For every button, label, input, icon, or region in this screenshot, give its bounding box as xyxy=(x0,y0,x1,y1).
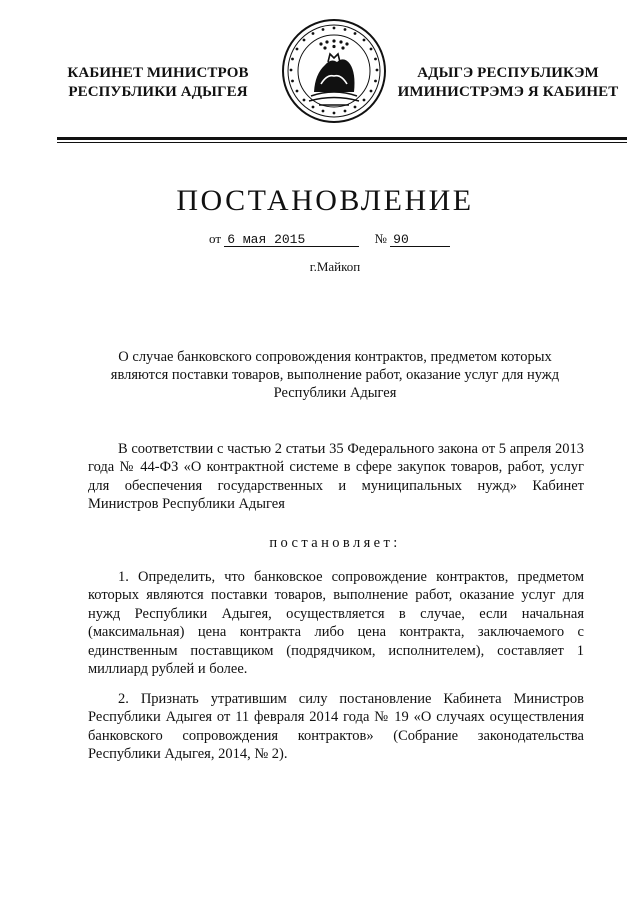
clause-2-text: 2. Признать утратившим силу постановление Кабинета Министров Республики Адыгея от 11 февраля 2014 года № 19 «О случаях осуществления банковского сопровождения контрактов» (Собрание законодательства Республики Адыгея, 2014, № 2). xyxy=(88,691,584,763)
clause-1-text: 1. Определить, что банковское сопровождение контрактов, предметом которых являются поставки товаров, выполнение работ, оказание услуг для нужд Республики Адыгея, осуществляется в случае, если начальная (максимальная) цена контракта либо цена контракта, заключаемого с единственным поставщиком (подрядчиком, исполнителем), составляет 1 миллиард рублей и более. xyxy=(88,569,584,678)
clause-2 xyxy=(88,690,584,764)
preamble-paragraph xyxy=(88,440,584,514)
date-number-line xyxy=(209,231,450,247)
left-organization-name xyxy=(58,64,258,102)
right-organization-name xyxy=(392,64,624,102)
date-prefix: от xyxy=(209,231,222,246)
right-org-line-2: ИМИНИСТРЭМЭ Я КАБИНЕТ xyxy=(397,84,619,100)
right-org-line-1: АДЫГЭ РЕСПУБЛИКЭМ xyxy=(417,65,599,81)
document-subject: О случае банковского сопровождения контрактов, предметом которых являются поставки товаров, выполнение работ, оказание услуг для нужд Республики Адыгея xyxy=(110,349,560,401)
left-org-line-2: РЕСПУБЛИКИ АДЫГЕЯ xyxy=(68,84,248,100)
number-prefix: № xyxy=(374,231,387,246)
coat-of-arms-icon xyxy=(281,18,387,124)
resolves-heading: постановляет: xyxy=(269,535,401,551)
header-divider-thin xyxy=(57,142,627,143)
issue-city: г.Майкоп xyxy=(309,259,361,274)
document-title: ПОСТАНОВЛЕНИЕ xyxy=(176,184,474,217)
header-divider-thick xyxy=(57,137,627,140)
document-number: 90 xyxy=(390,233,450,247)
left-org-line-1: КАБИНЕТ МИНИСТРОВ xyxy=(67,65,249,81)
preamble-text: В соответствии с частью 2 статьи 35 Федерального закона от 5 апреля 2013 года № 44-ФЗ «О контрактной системе в сфере закупок товаров, работ, услуг для обеспечения государственных и муниципальных нужд» Кабинет Министров Республики Адыгея xyxy=(88,441,584,513)
clause-1 xyxy=(88,568,584,678)
document-date: 6 мая 2015 xyxy=(224,233,359,247)
